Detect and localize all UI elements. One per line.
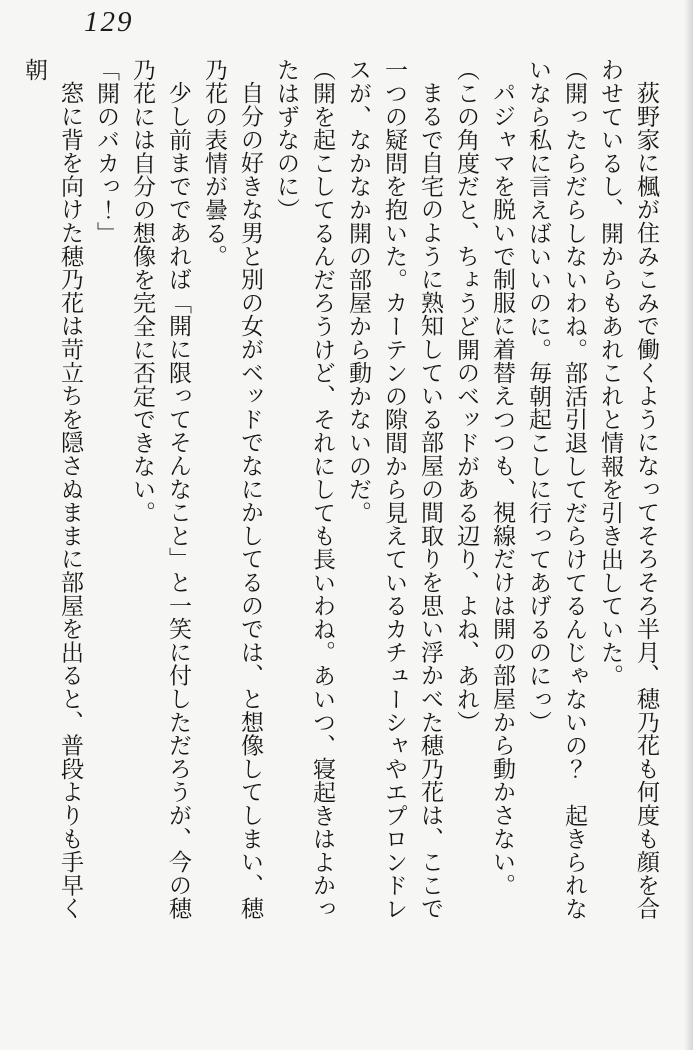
paragraph: （この角度だと、ちょうど開のベッドがある辺り、よね、あれ） [454,58,479,734]
paragraph: （開ったらだらしないわね。部活引退してだらけてるんじゃないの？ 起きられないなら私に言えばいいのに。毎朝起こしに行ってあげるのにっ） [526,58,587,921]
paragraph: （開を起こしてるんだろうけど、それにしても長いわね。あいつ、寝起きはよかったはずなのに） [274,58,335,921]
paragraph: 「開のバカっ！」 [94,58,119,245]
paragraph: パジャマを脱いで制服に着替えつつも、視線だけは開の部屋から動かさない。 [490,81,515,897]
paragraph: 自分の好きな男と別の女がベッドでなにかしてるのでは、と想像してしまい、穂乃花の表情が曇る。 [202,58,263,920]
body-text [16,58,664,940]
page-edge-shadow [684,0,693,1050]
paragraph: まるで自宅のように熟知している部屋の間取りを思い浮かべた穂乃花は、ここで一つの疑問を抱いた。カーテンの隙間から見えているカチューシャやエプロンドレスが、なかなか開の部屋から動かないのだ。 [346,58,443,921]
paragraph: 荻野家に楓が住みこみで働くようになってそろそろ半月、穂乃花も何度も顔を合わせているし、開からもあれこれと情報を引き出していた。 [598,58,659,920]
paragraph: 少し前までであれば「開に限ってそんなこと」と一笑に付しただろうが、今の穂乃花には自分の想像を完全に否定できない。 [130,58,191,920]
page-number: 129 [84,6,134,38]
paragraph: 窓に背を向けた穂乃花は苛立ちを隠さぬままに部屋を出ると、普段よりも手早く朝 [22,58,83,920]
